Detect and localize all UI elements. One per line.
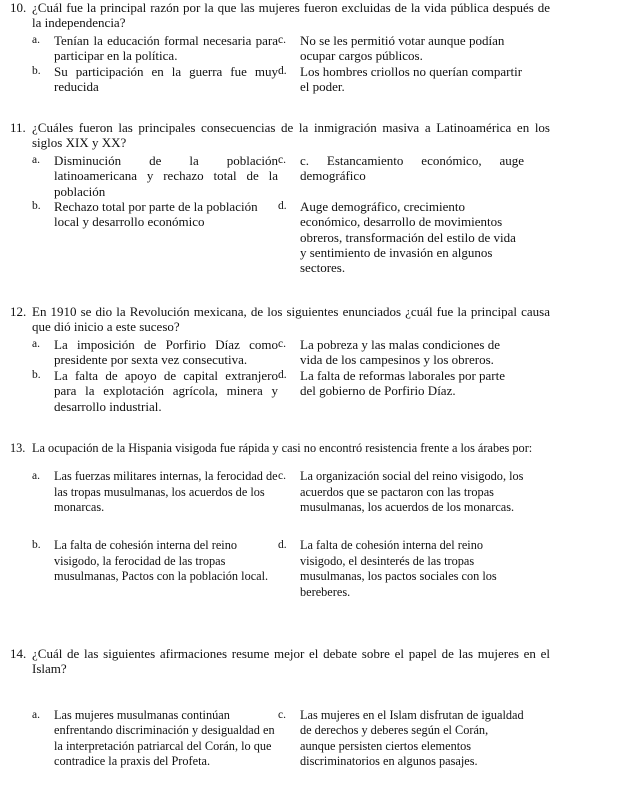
option-c[interactable]: c. c. Estancamiento económico, auge demográfico [278,152,524,184]
question-text: En 1910 se dio la Revolución mexicana, de los siguientes enunciados ¿cuál fue la principal causa que dió inicio a este suceso? [32,304,550,335]
question-text: ¿Cuál fue la principal razón por la que las mujeres fueron excluidas de la vida pública después de la independencia? [32,0,550,31]
option-a[interactable]: a. Disminución de la población latinoamericana y rechazo total de la población [32,152,278,199]
question-text: ¿Cuál de las siguientes afirmaciones resume mejor el debate sobre el papel de las mujeres en el Islam? [32,646,550,677]
question-14 [10,646,550,769]
question-stem [10,304,550,335]
option-d[interactable]: d. La falta de reformas laborales por parte del gobierno de Porfirio Díaz. [278,367,506,399]
option-a[interactable]: a. Las mujeres musulmanas continúan enfrentando discriminación y desigualdad en la interpretación patriarcal del Corán, lo que contradice la praxis del Profeta. [32,707,275,769]
option-b[interactable]: b. La falta de apoyo de capital extranjero para la explotación agrícola, minera y desarrollo industrial. [32,367,278,414]
question-11 [10,120,550,281]
option-c[interactable]: c. La organización social del reino visigodo, los acuerdos que se pactaron con las tropas musulmanas, los acuerdos de los monarcas. [278,469,524,515]
question-stem [10,120,550,151]
option-a[interactable]: a. La imposición de Porfirio Díaz como presidente por sexta vez consecutiva. [32,336,278,368]
option-b[interactable]: b. La falta de cohesión interna del reino visigodo, la ferocidad de las tropas musulmanas, Pactos con la población local. [32,538,269,584]
question-10 [10,0,550,95]
option-c[interactable]: c. La pobreza y las malas condiciones de vida de los campesinos y los obreros. [278,336,500,368]
option-b[interactable]: b. Rechazo total por parte de la población local y desarrollo económico [32,198,258,230]
option-a[interactable]: a. Las fuerzas militares internas, la ferocidad de las tropas musulmanas, los acuerdos de los monarcas. [32,469,278,515]
question-text: ¿Cuáles fueron las principales consecuencias de la inmigración masiva a Latinoamérica en los siglos XIX y XX? [32,120,550,151]
question-number: 11. [10,120,26,135]
question-number: 10. [10,0,27,15]
option-c[interactable]: c. Las mujeres en el Islam disfrutan de igualdad de derechos y deberes según el Corán, aunque persisten ciertos elementos discriminatorios en algunos pasajes. [278,707,524,769]
option-c[interactable]: c. No se les permitió votar aunque podían ocupar cargos públicos. [278,32,505,64]
question-12 [10,304,550,415]
question-number: 14. [10,646,27,661]
question-stem [10,0,550,31]
question-13 [10,441,550,606]
question-stem [10,441,550,456]
option-b[interactable]: b. Su participación en la guerra fue muy reducida [32,63,278,95]
option-d[interactable]: d. La falta de cohesión interna del reino visigodo, el desinterés de las tropas musulmanas, los pactos sociales con los bereberes. [278,538,497,599]
option-d[interactable]: d. Los hombres criollos no querían compartir el poder. [278,63,523,95]
question-stem [10,646,550,677]
option-d[interactable]: d. Auge demográfico, crecimiento económico, desarrollo de movimientos obreros, transformación del estilo de vida y sentimiento de invasión en algunos sectores. [278,198,516,276]
question-text: La ocupación de la Hispania visigoda fue rápida y casi no encontró resistencia frente a los árabes por: [32,441,533,455]
question-number: 12. [10,304,27,319]
question-number: 13. [10,441,26,455]
option-a[interactable]: a. Tenían la educación formal necesaria para participar en la política. [32,32,278,64]
